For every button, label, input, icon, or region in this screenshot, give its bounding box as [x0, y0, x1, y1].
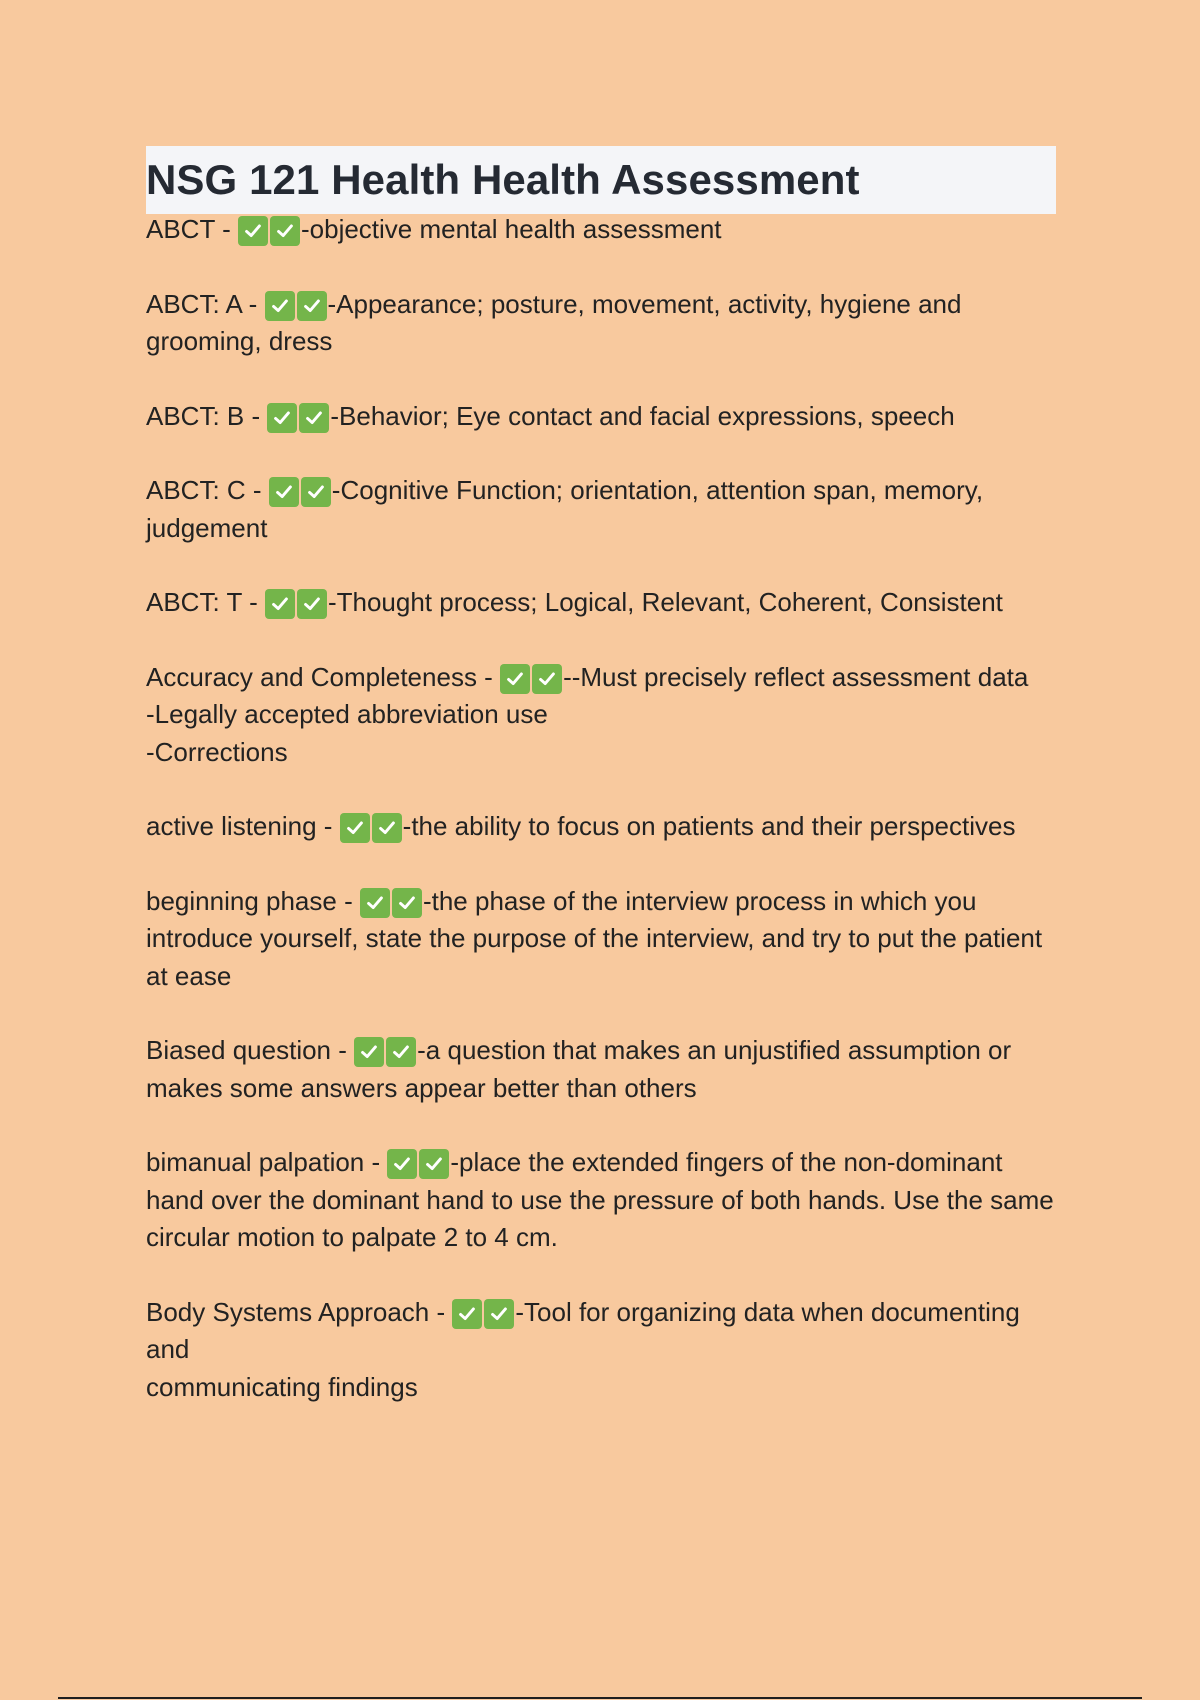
entry-term: beginning phase [146, 885, 337, 916]
entry-biased-question [146, 1032, 1066, 1107]
entry-definition: -objective mental health assessment [300, 214, 722, 244]
entry-definition: -Appearance; posture, movement, activity, hygiene and grooming, dress [146, 288, 962, 356]
entry-definition: -Cognitive Function; orientation, attention span, memory, judgement [146, 475, 984, 543]
term-separator: - [316, 811, 340, 841]
term-separator: - [429, 1296, 453, 1327]
entry-definition: -place the extended fingers of the non-dominant hand over the dominant hand to use the pressure of both hands. Use the same circular motion to palpate 2 to 4 cm. [146, 1147, 1054, 1252]
term-separator: - [245, 475, 269, 505]
check-mark-pair [354, 1037, 416, 1067]
entry-bimanual-palpation [146, 1144, 1066, 1257]
entry-term: bimanual palpation [146, 1147, 365, 1177]
flashcard-list [146, 211, 1066, 1443]
check-mark-pair [500, 664, 562, 694]
check-mark-pair [360, 888, 422, 918]
check-mark-icon [265, 589, 295, 619]
check-mark-icon [372, 813, 402, 843]
check-mark-icon [452, 1299, 482, 1329]
term-separator: - [244, 400, 268, 431]
entry-term: ABCT: A [146, 288, 242, 319]
entry-definition-line: communicating findings [146, 1371, 418, 1402]
check-mark-pair [387, 1149, 449, 1179]
entry-abct-t [146, 584, 1066, 622]
term-separator: - [241, 288, 265, 319]
check-mark-icon [299, 403, 329, 433]
entry-definition-line: -Corrections [146, 736, 288, 767]
entry-term: Body Systems Approach [146, 1296, 430, 1327]
entry-term: ABCT: C [146, 475, 246, 505]
entry-body-systems-approach [146, 1294, 1066, 1407]
check-mark-icon [387, 1149, 417, 1179]
check-mark-icon [500, 664, 530, 694]
term-separator: - [364, 1147, 388, 1177]
check-mark-icon [265, 291, 295, 321]
check-mark-pair [340, 813, 402, 843]
entry-definition: -the phase of the interview process in which you introduce yourself, state the purpose of the interview, and try to put the patient at ease [146, 885, 1043, 991]
term-separator: - [214, 214, 238, 244]
check-mark-icon [270, 216, 300, 246]
check-mark-pair [265, 291, 327, 321]
check-mark-icon [238, 216, 268, 246]
entry-definition: -Thought process; Logical, Relevant, Coherent, Consistent [327, 587, 1003, 617]
entry-abct-b [146, 398, 1066, 436]
entry-term: ABCT: T [146, 587, 242, 617]
title-banner [146, 146, 1056, 214]
entry-term: ABCT [146, 214, 215, 244]
term-separator: - [331, 1035, 355, 1065]
page-title: NSG 121 Health Health Assessment [146, 156, 860, 203]
check-mark-pair [452, 1299, 514, 1329]
entry-definition: -Behavior; Eye contact and facial expressions, speech [330, 400, 955, 431]
check-mark-icon [419, 1149, 449, 1179]
entry-accuracy-and-completeness [146, 659, 1066, 772]
entry-active-listening [146, 808, 1066, 846]
entry-abct-c [146, 472, 1066, 547]
entry-definition: -Tool for organizing data when documenting and [146, 1296, 1020, 1364]
page-bottom-rule [58, 1697, 1142, 1699]
entry-definition: -a question that makes an unjustified assumption or makes some answers appear better than others [146, 1035, 1012, 1103]
entry-term: Accuracy and Completeness [146, 661, 477, 692]
check-mark-pair [265, 589, 327, 619]
check-mark-icon [269, 477, 299, 507]
check-mark-pair [238, 216, 300, 246]
entry-term: ABCT: B [146, 400, 245, 431]
check-mark-icon [301, 477, 331, 507]
entry-beginning-phase [146, 883, 1066, 996]
check-mark-icon [297, 291, 327, 321]
term-separator: - [241, 587, 265, 617]
check-mark-icon [267, 403, 297, 433]
entry-definition: -the ability to focus on patients and their perspectives [402, 811, 1016, 841]
entry-definition: --Must precisely reflect assessment data [563, 661, 1029, 692]
entry-term: Biased question [146, 1035, 332, 1065]
check-mark-icon [386, 1037, 416, 1067]
check-mark-icon [392, 888, 422, 918]
term-separator: - [336, 885, 360, 916]
entry-abct [146, 211, 1066, 249]
check-mark-icon [532, 664, 562, 694]
check-mark-pair [269, 477, 331, 507]
entry-abct-a [146, 286, 1066, 361]
term-separator: - [476, 661, 501, 692]
entry-term: active listening [146, 811, 317, 841]
entry-definition-line: -Legally accepted abbreviation use [146, 699, 548, 729]
check-mark-icon [340, 813, 370, 843]
check-mark-pair [267, 403, 329, 433]
check-mark-icon [354, 1037, 384, 1067]
check-mark-icon [360, 888, 390, 918]
check-mark-icon [484, 1299, 514, 1329]
check-mark-icon [297, 589, 327, 619]
